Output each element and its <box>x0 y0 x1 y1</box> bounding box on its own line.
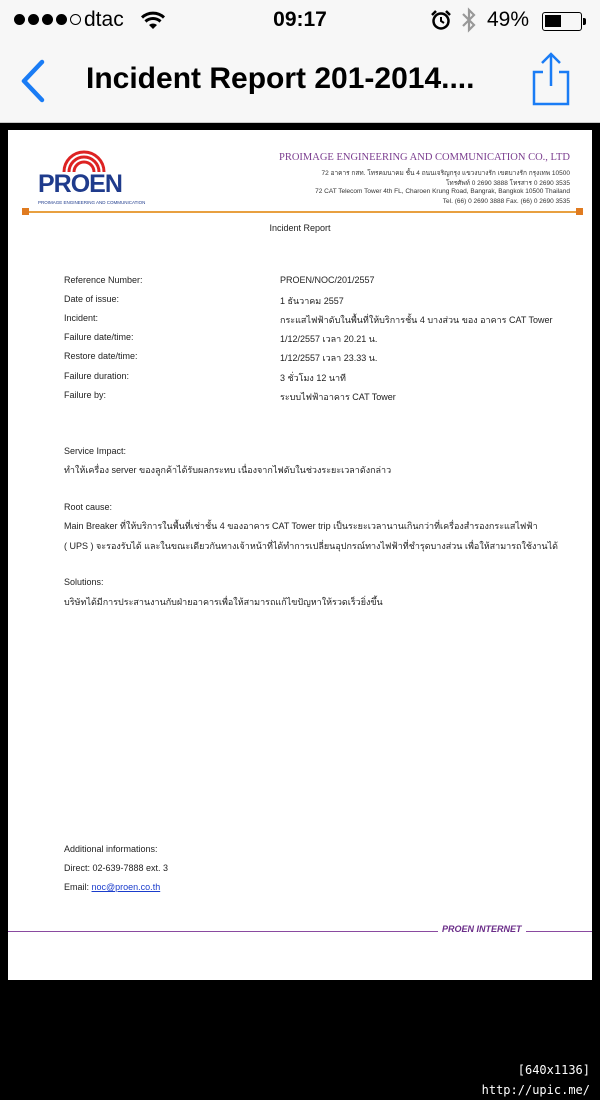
logo-subtitle: PROIMAGE ENGINEERING AND COMMUNICATION <box>38 200 146 205</box>
solutions-text: บริษัทได้มีการประสานงานกับฝ่ายอาคารเพื่อให้สามารถแก้ไขปัญหาให้รวดเร็วยิ่งขึ้น <box>64 597 383 607</box>
field-label: Failure date/time: <box>64 332 134 342</box>
alarm-icon <box>430 9 452 31</box>
field-value: PROEN/NOC/201/2557 <box>280 275 375 285</box>
field-value: 1/12/2557 เวลา 20.21 น. <box>280 334 378 344</box>
email-link[interactable]: noc@proen.co.th <box>91 882 161 892</box>
root-cause-line-1: Main Breaker ที่ให้บริการในพื้นที่เช่าชั้น 4 ของอาคาร CAT Tower trip เป็นระยะเวลานานเกินกว่าที่เครื่องสำรองกระแสไฟฟ้า <box>64 521 538 531</box>
field-value: 1 ธันวาคม 2557 <box>280 296 344 306</box>
watermark: [640x1136] http://upic.me/ <box>440 1060 596 1080</box>
document-title: Incident Report 201-2014.... <box>86 62 475 95</box>
root-cause-heading: Root cause: <box>64 502 113 512</box>
field-value: กระแสไฟฟ้าดับในพื้นที่ให้บริการชั้น 4 บางส่วน ของ อาคาร CAT Tower <box>280 315 553 325</box>
battery-percent: 49% <box>487 8 530 31</box>
back-chevron-icon[interactable] <box>14 56 54 106</box>
status-time: 09:17 <box>273 8 327 31</box>
additional-info-heading: Additional informations: <box>64 844 158 854</box>
divider-end-right <box>576 208 583 215</box>
bluetooth-icon <box>460 7 478 33</box>
address-line-2: โทรศัพท์ 0 2690 3888 โทรสาร 0 2690 3535 <box>445 180 570 187</box>
service-impact-heading: Service Impact: <box>64 446 127 456</box>
field-label: Failure duration: <box>64 371 130 381</box>
field-label: Failure by: <box>64 390 107 400</box>
field-label: Reference Number: <box>64 275 143 285</box>
field-label: Date of issue: <box>64 294 120 304</box>
battery-tip <box>583 18 586 25</box>
carrier-name: dtac <box>84 8 124 31</box>
header-divider <box>24 211 580 213</box>
email-label: Email: <box>64 882 92 892</box>
document-page <box>8 130 592 980</box>
field-value: 1/12/2557 เวลา 23.33 น. <box>280 353 378 363</box>
logo-text: PROEN <box>38 170 122 198</box>
battery-icon <box>542 12 582 31</box>
email-line <box>64 882 160 892</box>
field-value: ระบบไฟฟ้าอาคาร CAT Tower <box>280 392 396 402</box>
divider-end-left <box>22 208 29 215</box>
status-bar <box>0 0 600 42</box>
field-label: Incident: <box>64 313 99 323</box>
company-name: PROIMAGE ENGINEERING AND COMMUNICATION CO., LTD <box>279 152 570 163</box>
direct-phone: Direct: 02-639-7888 ext. 3 <box>64 863 169 873</box>
field-label: Restore date/time: <box>64 351 138 361</box>
address-line-3: 72 CAT Telecom Tower 4th FL, Charoen Krung Road, Bangrak, Bangkok 10500 Thailand <box>315 188 570 195</box>
root-cause-line-2: ( UPS ) จะรองรับได้ และในขณะเดียวกันทางเจ้าหน้าที่ได้ทำการเปลี่ยนอุปกรณ์ทางไฟฟ้าที่ชำรุดบางส่วน เพื่อให้สามารถใช้งานได้ <box>64 541 558 551</box>
solutions-heading: Solutions: <box>64 577 104 587</box>
top-bar <box>0 0 600 123</box>
navigation-bar <box>0 42 600 122</box>
report-title: Incident Report <box>269 223 331 233</box>
address-line-4: Tel. (66) 0 2690 3888 Fax. (66) 0 2690 3535 <box>442 198 570 205</box>
field-value: 3 ชั่วโมง 12 นาที <box>280 373 346 383</box>
footer-brand: PROEN INTERNET <box>438 924 526 934</box>
address-line-1: 72 อาคาร กสท. โทรคมนาคม ชั้น 4 ถนนเจริญกรุง แขวงบางรัก เขตบางรัก กรุงเทพ 10500 <box>321 170 570 177</box>
service-impact-text: ทำให้เครื่อง server ของลูกค้าได้รับผลกระทบ เนื่องจากไฟดับในช่วงระยะเวลาดังกล่าว <box>64 465 392 475</box>
share-icon[interactable] <box>528 50 574 108</box>
